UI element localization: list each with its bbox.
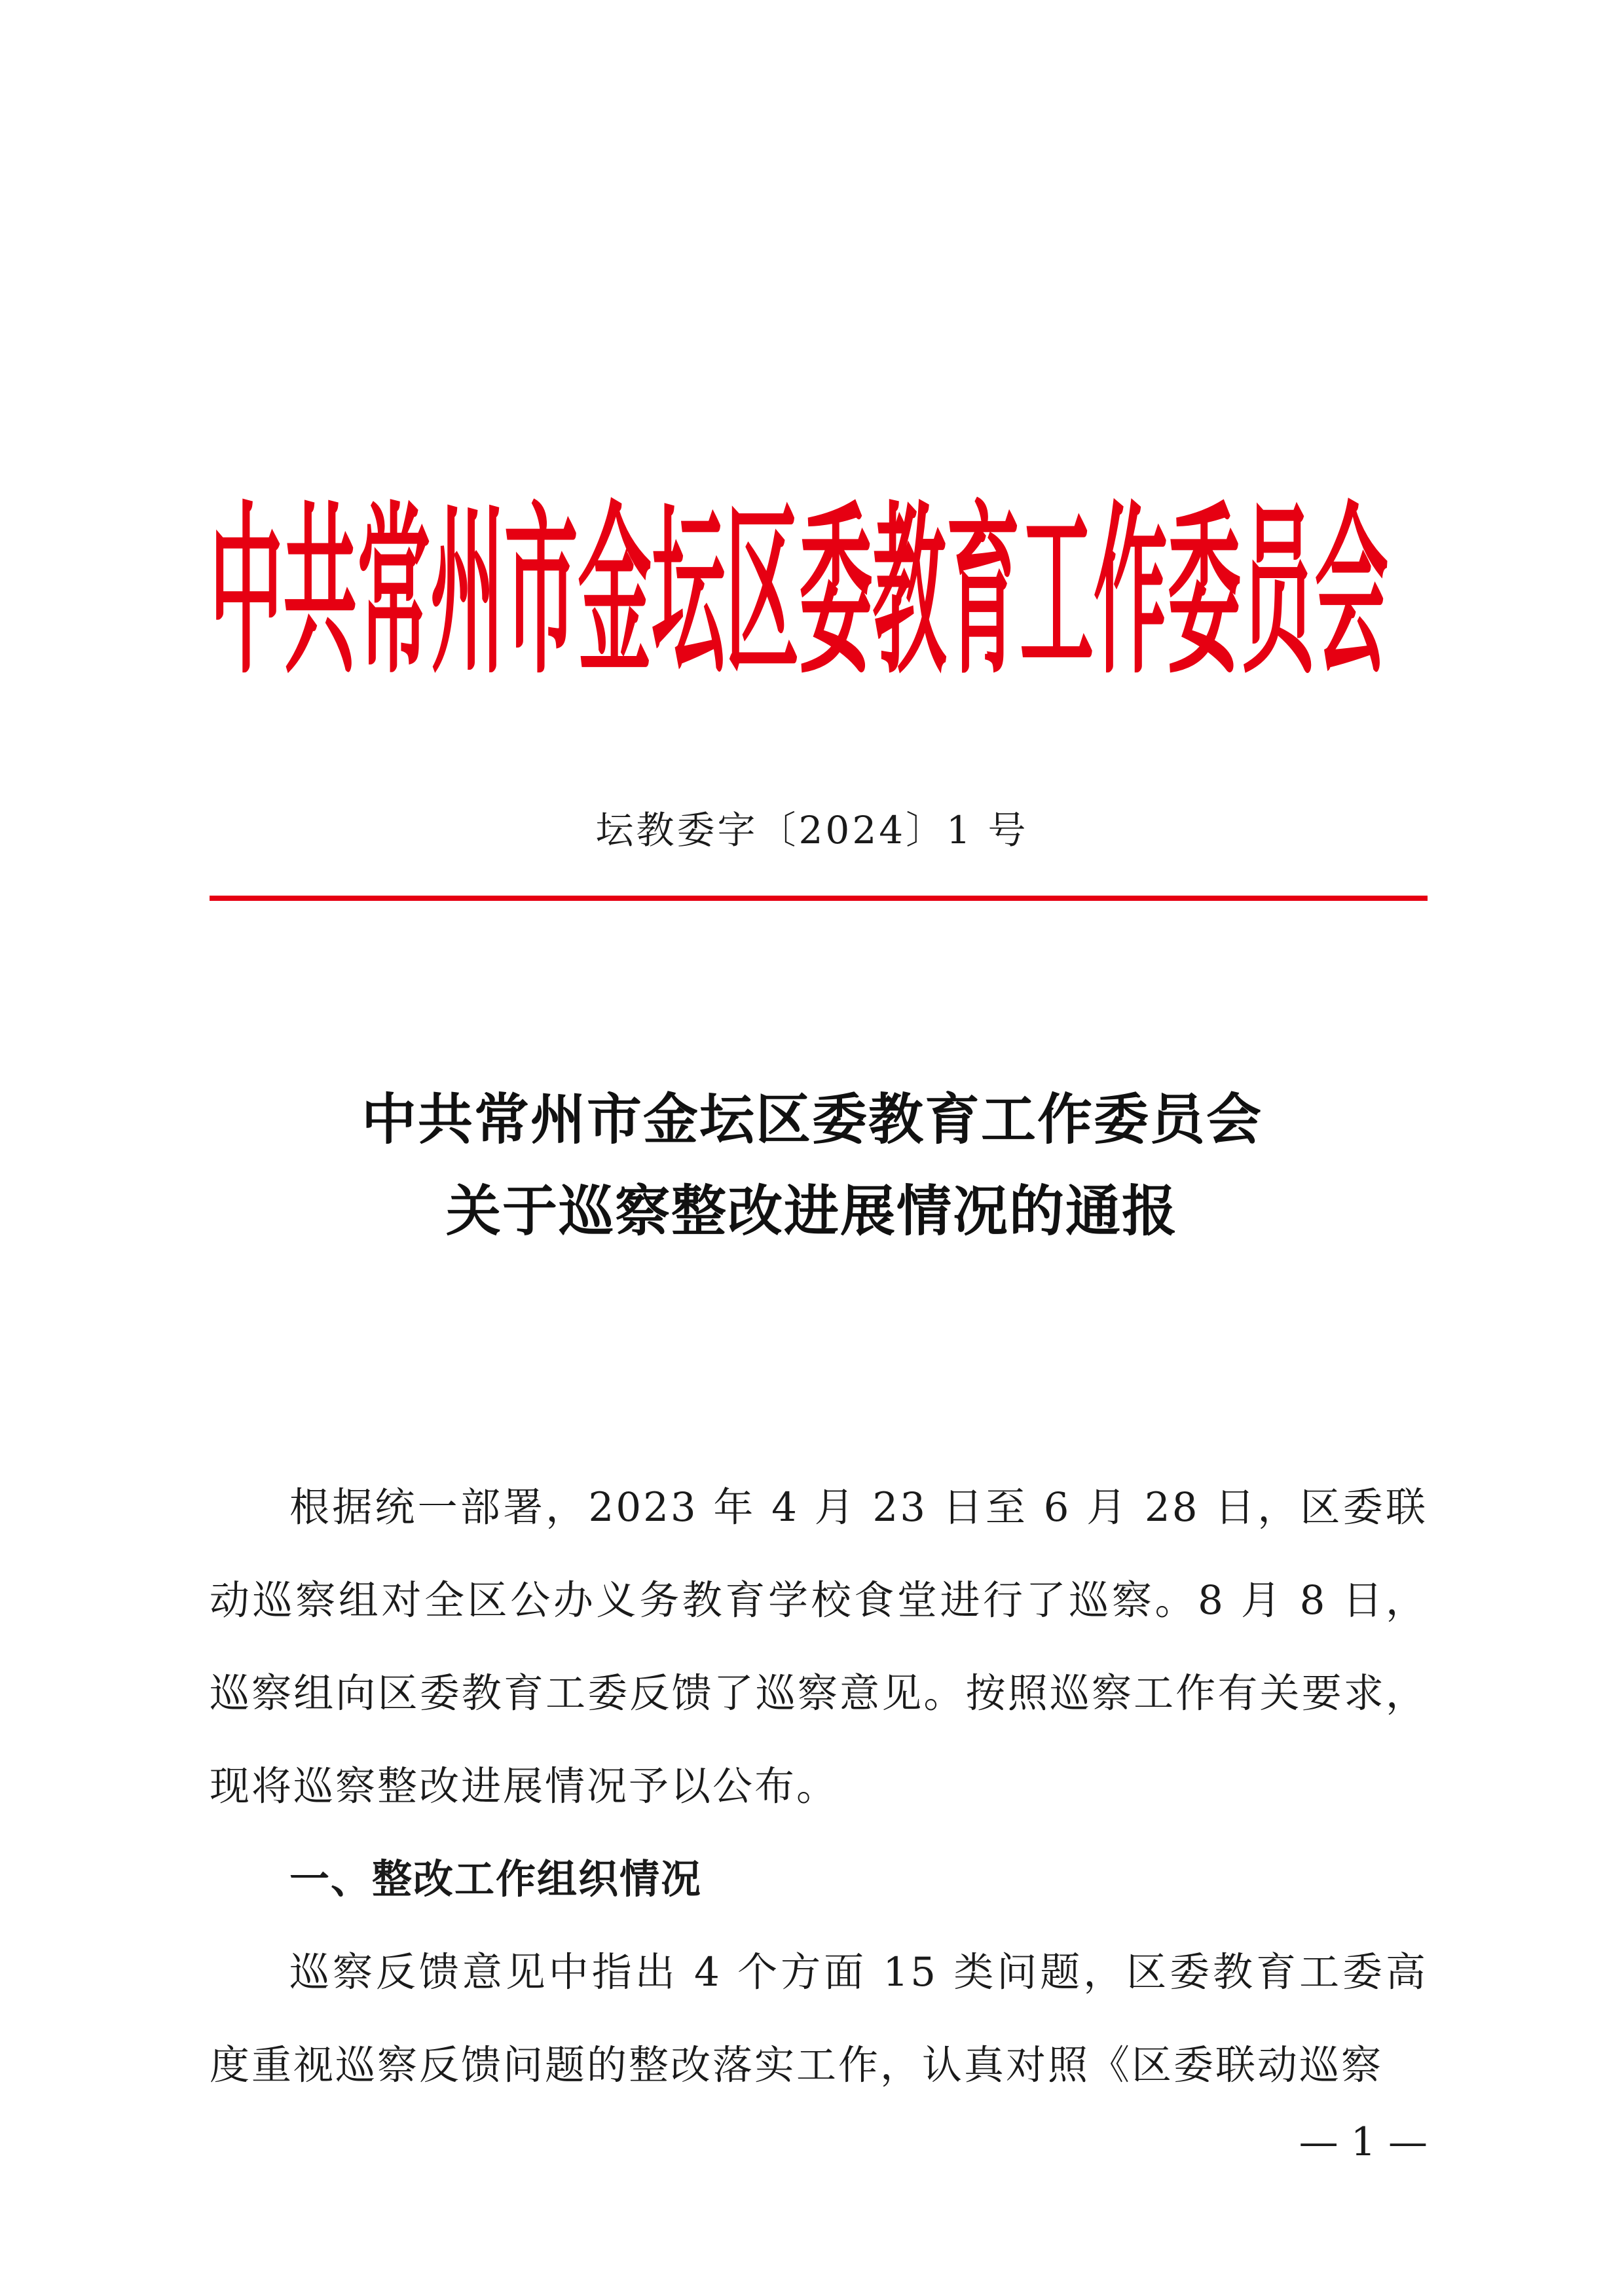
section-heading-1: 一、整改工作组织情况 xyxy=(289,1856,703,1903)
page-number: — 1 — xyxy=(1299,2119,1428,2165)
document-number: 坛教委字〔2024〕1 号 xyxy=(595,808,1029,852)
red-masthead xyxy=(210,484,1388,701)
body-paragraph-1: 根据统一部署，2023 年 4 月 23 日至 6 月 28 日，区委联动巡察组对全区公办义务教育学校食堂进行了巡察。8 月 8 日，巡察组向区委教育工委反馈了巡察意见。按照巡察工作有关要求，现将巡察整改进展情况予以公布。 xyxy=(210,1484,1428,1810)
document-body xyxy=(210,1461,1428,2112)
title-line-1: 中共常州市金坛区委教育工作委员会 xyxy=(361,1087,1263,1152)
title-line-2: 关于巡察整改进展情况的通报 xyxy=(445,1178,1178,1243)
masthead-title: 中共常州市金坛区委教育工作委员会 xyxy=(210,486,1388,699)
red-divider-line xyxy=(210,896,1428,901)
body-paragraph-2: 巡察反馈意见中指出 4 个方面 15 类问题，区委教育工委高度重视巡察反馈问题的整改落实工作，认真对照《区委联动巡察 xyxy=(210,1949,1428,2088)
document-title xyxy=(0,1074,1624,1257)
